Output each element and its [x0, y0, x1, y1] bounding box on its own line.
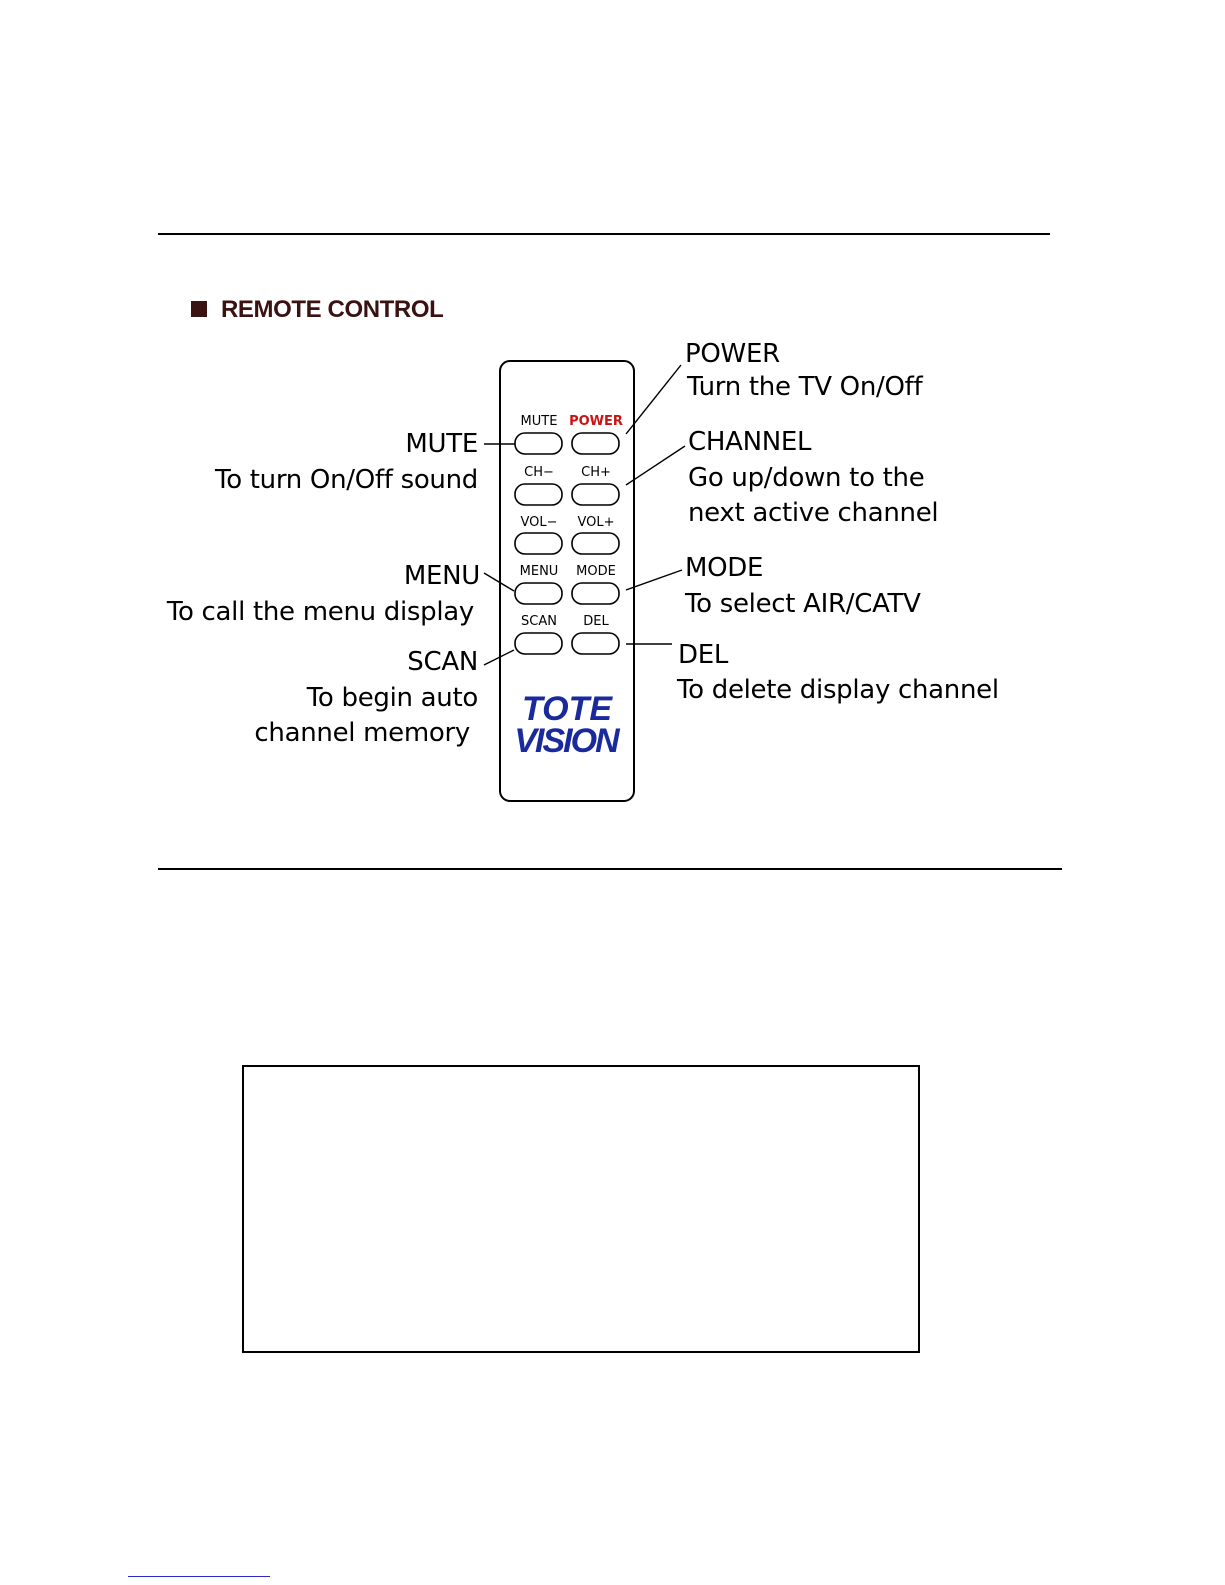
vol-minus-button — [515, 533, 562, 554]
button-label-menu: MENU — [519, 564, 559, 579]
power-callout-title: POWER — [685, 339, 780, 369]
button-label-vol-plus: VOL+ — [577, 515, 615, 530]
ch-minus-button — [515, 484, 562, 505]
channel-callout-desc-2: next active channel — [688, 498, 939, 528]
power-button — [572, 433, 619, 454]
scan-callout-title: SCAN — [407, 647, 478, 677]
footer-footnote-line — [128, 1576, 270, 1577]
mute-button — [515, 433, 562, 454]
mode-callout-title: MODE — [685, 553, 764, 583]
button-label-vol-minus: VOL− — [520, 515, 558, 530]
mute-callout-title: MUTE — [405, 429, 478, 459]
del-callout-title: DEL — [678, 640, 729, 670]
ch-plus-button — [572, 484, 619, 505]
brand-logo-line2: VISION — [514, 722, 618, 760]
section-title-text: REMOTE CONTROL — [221, 296, 444, 323]
menu-button — [515, 583, 562, 604]
power-callout-desc: Turn the TV On/Off — [687, 372, 923, 402]
button-label-mode: MODE — [576, 564, 616, 579]
del-button — [572, 633, 619, 654]
bottom-divider — [158, 868, 1062, 870]
channel-callout-title: CHANNEL — [688, 427, 812, 457]
button-label-power: POWER — [569, 414, 623, 429]
del-callout-desc: To delete display channel — [677, 675, 999, 705]
button-label-ch-minus: CH− — [524, 465, 554, 480]
button-label-scan: SCAN — [521, 614, 557, 629]
button-label-mute: MUTE — [520, 414, 558, 429]
mute-callout-desc: To turn On/Off sound — [215, 465, 478, 495]
mode-button — [572, 583, 619, 604]
mode-callout-desc: To select AIR/CATV — [685, 589, 921, 619]
scan-callout-desc-1: To begin auto — [306, 683, 478, 713]
empty-notes-box — [242, 1065, 920, 1353]
menu-callout-title: MENU — [403, 561, 480, 591]
button-label-ch-plus: CH+ — [581, 465, 611, 480]
vol-plus-button — [572, 533, 619, 554]
channel-callout-desc-1: Go up/down to the — [688, 463, 925, 493]
scan-callout-desc-2: channel memory — [254, 718, 470, 748]
brand-logo-line1: TOTE — [521, 690, 613, 728]
button-label-del: DEL — [583, 614, 609, 629]
scan-button — [515, 633, 562, 654]
menu-callout-desc: To call the menu display — [166, 597, 474, 627]
